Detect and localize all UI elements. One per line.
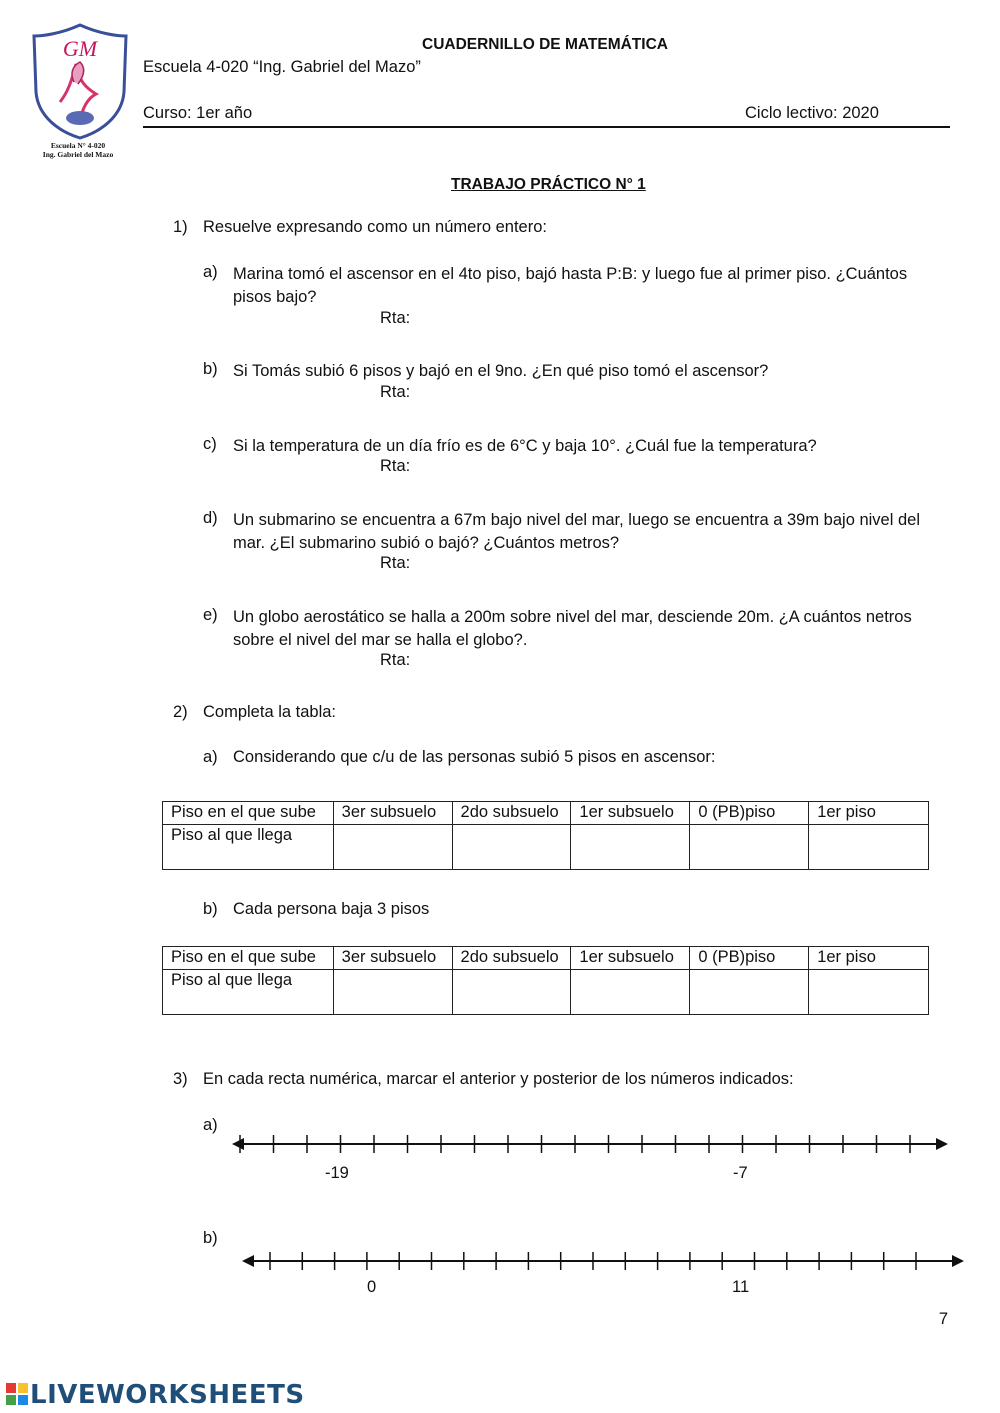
q3a-letter: a): [203, 1116, 218, 1134]
table-header-cell: 1er subsuelo: [571, 802, 690, 825]
q1c-answer-label: Rta:: [380, 457, 411, 475]
q2-number: 2): [173, 703, 188, 721]
table-header-cell: 2do subsuelo: [452, 947, 571, 970]
q1c-letter: c): [203, 435, 217, 453]
answer-cell[interactable]: [690, 970, 809, 1015]
q1b-answer-label: Rta:: [380, 383, 411, 401]
table-row-label: Piso al que llega: [163, 825, 334, 870]
q1a-letter: a): [203, 263, 218, 281]
q1e-answer-label: Rta:: [380, 651, 411, 669]
q1a-answer-label: Rta:: [380, 309, 411, 327]
number-line-b-label-2: 11: [732, 1278, 750, 1296]
q3-number: 3): [173, 1070, 188, 1088]
number-line-b-label-1: 0: [367, 1278, 377, 1296]
answer-cell[interactable]: [809, 825, 929, 870]
q3b-letter: b): [203, 1229, 218, 1247]
table-row: [163, 970, 929, 1015]
table-header-cell: Piso en el que sube: [163, 947, 334, 970]
q2a-table: [162, 801, 929, 870]
answer-cell[interactable]: [333, 970, 452, 1015]
table-row: [163, 802, 929, 825]
table-header-cell: 3er subsuelo: [333, 802, 452, 825]
table-header-cell: 1er piso: [809, 947, 929, 970]
q2b-letter: b): [203, 900, 218, 918]
q1c-text: Si la temperatura de un día frío es de 6°C y baja 10°. ¿Cuál fue la temperatura?: [233, 437, 817, 455]
table-header-cell: 1er subsuelo: [571, 947, 690, 970]
school-name: Escuela 4-020 “Ing. Gabriel del Mazo”: [143, 58, 421, 76]
q1b-letter: b): [203, 360, 218, 378]
answer-cell[interactable]: [452, 970, 571, 1015]
q1e-text: Un globo aerostático se halla a 200m sobre nivel del mar, desciende 20m. ¿A cuántos netros sobre el nivel del mar se halla el globo?.: [233, 608, 912, 649]
answer-cell[interactable]: [333, 825, 452, 870]
answer-cell[interactable]: [452, 825, 571, 870]
q1-number: 1): [173, 218, 188, 236]
answer-cell[interactable]: [690, 825, 809, 870]
page-number: 7: [938, 1310, 948, 1328]
q2b-text: Cada persona baja 3 pisos: [233, 900, 430, 918]
table-row-label: Piso al que llega: [163, 970, 334, 1015]
logo-caption-line2: Ing. Gabriel del Mazo: [42, 150, 114, 159]
q1d-letter: d): [203, 509, 218, 527]
q1d-text: Un submarino se encuentra a 67m bajo nivel del mar, luego se encuentra a 39m bajo nivel del mar. ¿El submarino subió o bajó? ¿Cuántos metros?: [233, 511, 920, 552]
table-header-cell: 1er piso: [809, 802, 929, 825]
table-header-cell: Piso en el que sube: [163, 802, 334, 825]
q2-text: Completa la tabla:: [203, 703, 336, 721]
answer-cell[interactable]: [809, 970, 929, 1015]
logo-caption-line1: Escuela N° 4-020: [50, 141, 106, 150]
table-row: [163, 947, 929, 970]
left-arrow-icon: [242, 1255, 254, 1267]
q2a-text: Considerando que c/u de las personas subió 5 pisos en ascensor:: [233, 748, 716, 766]
liveworksheets-watermark: [6, 1380, 305, 1410]
number-line-a-label-2: -7: [733, 1164, 748, 1182]
q3-text: En cada recta numérica, marcar el anterior y posterior de los números indicados:: [203, 1070, 794, 1088]
header-divider: [143, 126, 950, 128]
course-label: Curso: 1er año: [143, 104, 253, 122]
table-header-cell: 3er subsuelo: [333, 947, 452, 970]
liveworksheets-logo-icon: [6, 1383, 28, 1405]
q2b-table: [162, 946, 929, 1015]
svg-text:GM: GM: [62, 36, 98, 61]
left-arrow-icon: [232, 1138, 244, 1150]
q2a-letter: a): [203, 748, 218, 766]
table-row: [163, 825, 929, 870]
q1b-text: Si Tomás subió 6 pisos y bajó en el 9no. ¿En qué piso tomó el ascensor?: [233, 362, 769, 380]
cycle-label: Ciclo lectivo: 2020: [745, 104, 879, 122]
answer-cell[interactable]: [571, 970, 690, 1015]
school-logo: [30, 22, 130, 140]
assignment-title: TRABAJO PRÁCTICO N° 1: [451, 176, 646, 193]
q1e-letter: e): [203, 606, 218, 624]
q1a-text: Marina tomó el ascensor en el 4to piso, bajó hasta P:B: y luego fue al primer piso. ¿Cuántos pisos bajo?: [233, 265, 908, 306]
number-line-a: [230, 1130, 952, 1160]
right-arrow-icon: [952, 1255, 964, 1267]
notebook-title: CUADERNILLO DE MATEMÁTICA: [422, 36, 668, 53]
watermark-text: LIVEWORKSHEETS: [30, 1380, 305, 1410]
right-arrow-icon: [936, 1138, 948, 1150]
number-line-a-label-1: -19: [325, 1164, 349, 1182]
q1d-answer-label: Rta:: [380, 554, 411, 572]
q1-text: Resuelve expresando como un número entero:: [203, 218, 547, 236]
number-line-b: [240, 1247, 968, 1277]
table-header-cell: 0 (PB)piso: [690, 802, 809, 825]
table-header-cell: 0 (PB)piso: [690, 947, 809, 970]
table-header-cell: 2do subsuelo: [452, 802, 571, 825]
answer-cell[interactable]: [571, 825, 690, 870]
